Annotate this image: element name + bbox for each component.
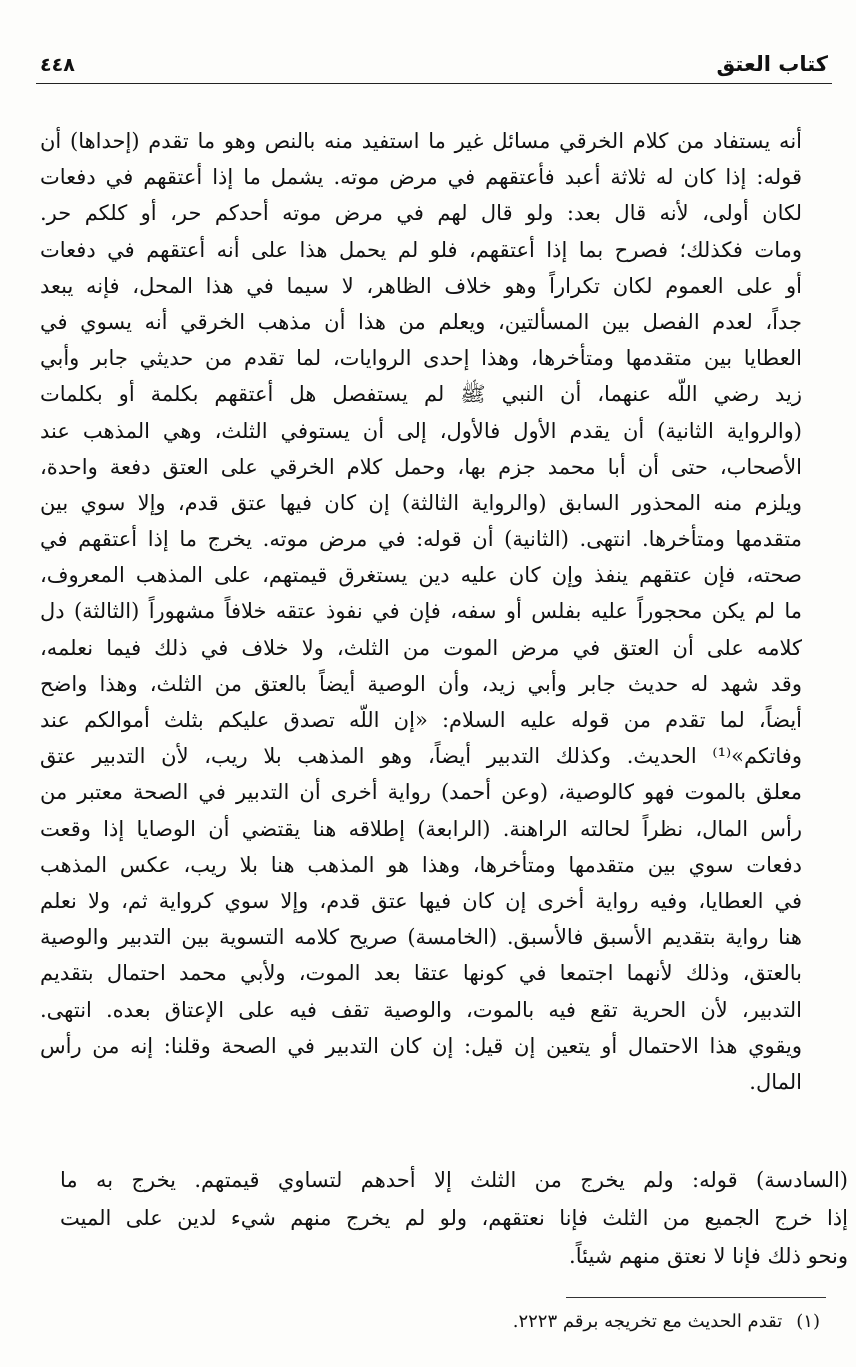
text-line: في العطايا، وفيه رواية أخرى إن كان فيها عتق قدم، وإلا سوي كرواية ثم، ولا نعلم bbox=[40, 888, 802, 913]
text-line: العطايا بين متقدمها ومتأخرها، وهذا إحدى الروايات، لما تقدم من حديثي جابر وأبي bbox=[40, 346, 802, 371]
text-line: أيضاً، لما تقدم من قوله عليه السلام: «إن اللّه تصدق عليكم بثلث أموالكم عند bbox=[40, 708, 802, 732]
text-line: ما لم يكن محجوراً عليه بفلس أو سفه، فإن في نفوذ عتقه خلافاً مشهوراً (الثالثة) دل bbox=[40, 599, 802, 624]
text-line: جداً، لعدم الفصل بين المسألتين، ويعلم من هذا أن مذهب الخرقي أنه يسوي في bbox=[40, 309, 802, 334]
chapter-title: كتاب العتق bbox=[716, 52, 828, 76]
footnote-divider bbox=[566, 1297, 826, 1298]
footnote bbox=[513, 1311, 820, 1332]
text-line: إذا خرج الجميع من الثلث فإنا نعتقهم، ولو لم يخرج منهم شيء لدين على الميت bbox=[60, 1206, 848, 1230]
text-line: رأس المال، نظراً لحالته الراهنة. (الرابعة) إطلاقه هنا يقتضي أن الوصايا إذا وقعت bbox=[40, 816, 802, 841]
footnote-marker: (١) bbox=[796, 1311, 820, 1332]
page-number: ٤٤٨ bbox=[40, 54, 75, 76]
text-line: زيد رضي اللّه عنهما، أن النبي ﷺ لم يستفصل هل أعتقهم بكلمة أو بكلمات bbox=[40, 382, 802, 407]
text-line: قوله: إذا كان له ثلاثة أعبد فأعتقهم في مرض موته. يشمل ما إذا أعتقهم في دفعات bbox=[40, 165, 802, 190]
text-line: لكان أولى، لأنه قال بعد: ولو قال لهم في مرض موته أحدكم حر، أو كلكم حر. bbox=[40, 201, 802, 226]
text-line: متقدمها ومتأخرها. انتهى. (الثانية) أن قوله: في مرض موته. يخرج ما إذا أعتقهم في bbox=[40, 527, 802, 552]
text-line: ويقوي هذا الاحتمال أو يتعين إن قيل: إن كان التدبير في الصحة وقلنا: إنه من رأس bbox=[40, 1033, 802, 1058]
text-line: أنه يستفاد من كلام الخرقي مسائل غير ما استفيد منه بالنص وهو ما تقدم (إحداها) أن bbox=[40, 129, 802, 153]
text-line: المال. bbox=[749, 1069, 802, 1094]
page-header bbox=[0, 48, 856, 84]
text-line: معلق بالموت فهو كالوصية، (وعن أحمد) رواية أخرى أن التدبير في الصحة معتبر من bbox=[40, 780, 802, 805]
text-line: ومات فكذلك؛ فصرح بما إذا أعتقهم، فلو لم يحمل هذا على أنه أعتقهم في دفعات bbox=[40, 237, 802, 262]
text-line: صحته، فإن عتقهم ينفذ وإن كان عليه دين يستغرق قيمتهم، على المذهب المعروف، bbox=[40, 563, 802, 588]
text-line: بالعتق، وذلك لأنهما اجتمعا في كونها عتقا بعد الموت، ولأبي محمد احتمال بتقديم bbox=[40, 961, 802, 986]
section-sixth-paragraph bbox=[60, 1161, 848, 1275]
text-line: التدبير، لأن الحرية تقع فيه بالموت، والوصية تقف فيه على الإعتاق بعده. انتهى. bbox=[40, 997, 802, 1022]
main-text-block bbox=[40, 123, 802, 1100]
text-line: الأصحاب، حتى أن أبا محمد جزم بها، وحمل كلام الخرقي على العتق دفعة واحدة، bbox=[40, 454, 803, 479]
text-line: أو على العموم لكان تكراراً وهو خلاف الظاهر، لا سيما في هذا المحل، فإنه يبعد bbox=[40, 273, 802, 298]
text-line: هنا رواية بتقديم الأسبق فالأسبق. (الخامسة) صريح كلامه التسوية بين التدبير والوصية bbox=[40, 925, 802, 950]
text-line: ونحو ذلك فإنا لا نعتق منهم شيئاً. bbox=[569, 1244, 848, 1268]
text-line: (والرواية الثانية) أن يقدم الأول فالأول، إلى أن يستوفي الثلث، وهي المذهب عند bbox=[40, 418, 802, 443]
text-line: دفعات سوي بين متقدمها ومتأخرها، وهذا هو المذهب هنا بلا ريب، عكس المذهب bbox=[40, 852, 802, 877]
text-line: وقد شهد له حديث جابر وأبي زيد، وأن الوصية أيضاً بالعتق من الثلث، وهذا واضح bbox=[40, 671, 802, 696]
text-line: (السادسة) قوله: ولم يخرج من الثلث إلا أحدهم لتساوي قيمتهم. يخرج به ما bbox=[60, 1168, 848, 1192]
text-line: وفاتكم»⁽¹⁾ الحديث. وكذلك التدبير أيضاً، وهو المذهب بلا ريب، لأن التدبير عتق bbox=[40, 744, 802, 769]
text-line: ويلزم منه المحذور السابق (والرواية الثالثة) إن كان فيها عتق قدم، وإلا سوي بين bbox=[40, 490, 802, 515]
text-line: كلامه على أن العتق في مرض الموت من الثلث، ولا خلاف في ذلك فيما نعلمه، bbox=[40, 635, 802, 660]
header-divider bbox=[36, 83, 832, 84]
footnote-text: تقدم الحديث مع تخريجه برقم ٢٢٢٣. bbox=[512, 1311, 783, 1332]
